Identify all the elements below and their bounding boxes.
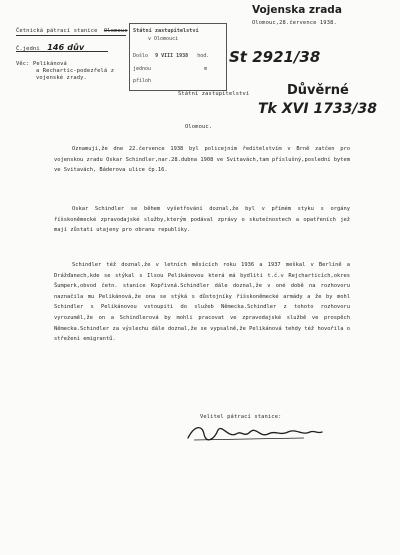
- addressee: Státní zastupitelství: [178, 91, 250, 97]
- destination-city: Olomouc.: [185, 124, 213, 130]
- reference-handwritten: 146 dův: [47, 43, 85, 52]
- stamp-row3: příloh: [133, 78, 152, 84]
- confidential-mark: Důvěrné: [287, 83, 349, 98]
- stamp-received: [133, 53, 209, 59]
- document-title: Vojenska zrada: [252, 4, 342, 16]
- stamp-received-label: Došlo: [133, 53, 149, 59]
- subject-line-1: Věc: Pelikánová: [16, 61, 67, 67]
- stamp-received-date: 9 VIII 1938: [155, 53, 189, 59]
- body-paragraph-1: [54, 144, 350, 176]
- stamp-received-time: hod.: [197, 53, 210, 59]
- stamp-row2-label: jednou: [133, 66, 152, 72]
- st-number: St 2921/38: [229, 48, 321, 66]
- paragraph-text: Oskar Schindler se během vyšetřování doznal,že byl v přímém styku s orgány říšskoněmecké zpravodajské služby,kterým podával zprávy o skutečnostech a opatřeních jež mají zůstati utajeny pro obranu republiky.: [54, 206, 350, 234]
- sender-city-struck: Olomouc: [103, 28, 128, 34]
- document-date: Olomouc,28.července 1938.: [252, 20, 337, 26]
- paragraph-text: Schindler též doznal,že v letních měsících roku 1936 a 1937 meškal v Berlíně a Drážďanech,kde se stýkal s Ilsou Pelikánovou která má bydliti t.č.v Rejcharticích,okres Šumperk,obvod četn. stanice Kopřivná.Schindler dále doznal,že v oné době na rozhovoru naznačila mu Pelikánová,že ona se stýká s důstojníky říšskoněmecké armády a že by mohl Schindler s Pelikánovou vstoupiti do služeb Německa.Schindler z tohoto rozhovoru vyrozuměl,že on a Schindlerová by mohli pracovat ve zpravodajské službě ve prospěch Německa.Schindler za výslechu dále doznal,že se vypsalně,že Pelikánová tehdy též hovořila o střežení emigrantů.: [54, 262, 350, 343]
- signature-label: Velitel pátrací stanice:: [200, 414, 282, 420]
- body-paragraph-3: [54, 260, 350, 345]
- signature-name: [190, 425, 263, 433]
- stamp-city: v Olomouci: [148, 36, 179, 42]
- stamp-row2-suffix: m: [204, 66, 208, 72]
- tk-number: Tk XVI 1733/38: [258, 101, 378, 117]
- stamp-title: Státní zastupitelství: [133, 28, 199, 34]
- stamp-row2: [133, 66, 207, 72]
- received-stamp: [129, 23, 227, 91]
- paragraph-text: Oznamuji,že dne 22.července 1938 byl policejním ředitelstvím v Brně zatčen pro vojenskou zradu Oskar Schindler,nar.28.dubna 1908 ve Svitavách,tam příslušný,poslední bytem ve Svitavách, Báderova ulice čp.16.: [54, 146, 350, 174]
- reference-label: Č.jedni: [16, 46, 40, 52]
- subject-line-3: vojenské zrady.: [36, 75, 87, 81]
- body-paragraph-2: [54, 204, 350, 236]
- underline: [16, 35, 126, 36]
- sender-station-label: Četnická pátrací stanice: [16, 28, 98, 34]
- subject-line-2: a Rechartic-podezřelá z: [36, 68, 115, 74]
- underline: [16, 51, 108, 52]
- sender-station: [16, 28, 128, 34]
- signature-scribble: [184, 420, 324, 446]
